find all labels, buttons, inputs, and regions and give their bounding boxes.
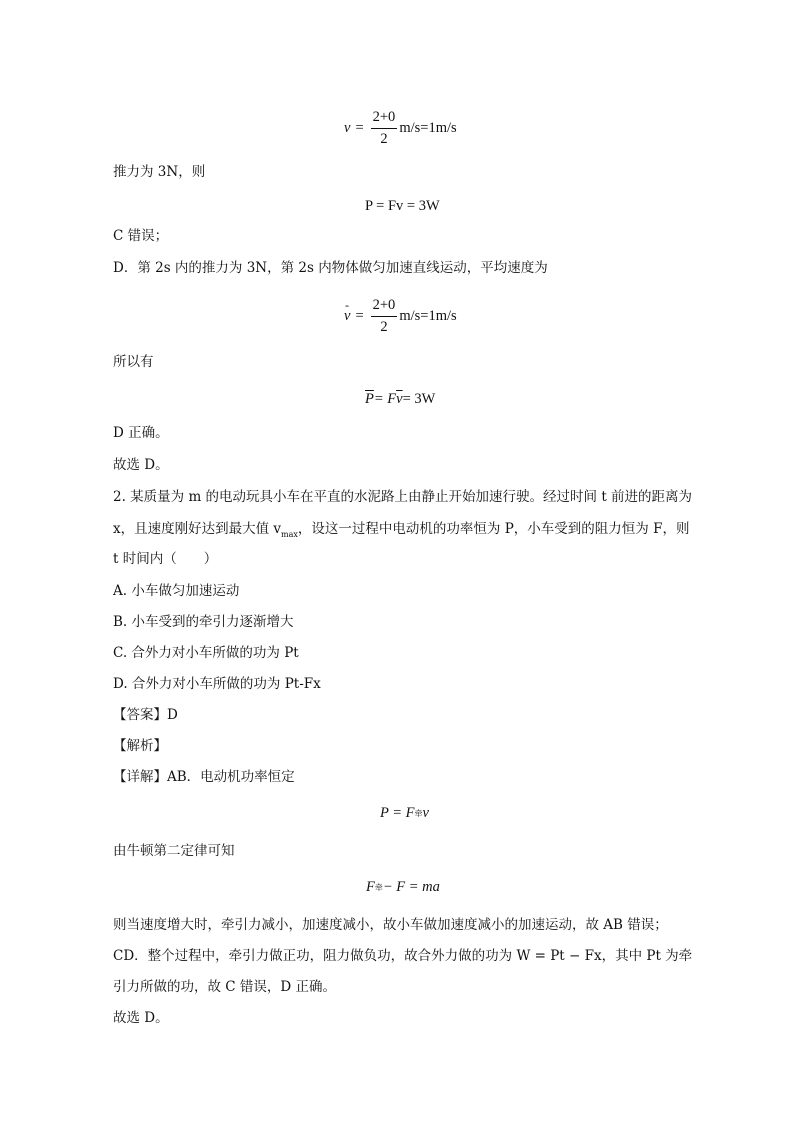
eq-sign: = [355,120,364,137]
eq-sub: 牵 [374,883,383,892]
eq-mid: = F [373,391,397,407]
option-c: C. 合外力对小车所做的功为 Pt [113,645,299,661]
bar-mark: - [345,298,349,313]
equation-power [365,198,440,215]
equation-constant-power [380,805,429,822]
option-b: B. 小车受到的牵引力逐渐增大 [113,614,294,630]
detail-line: 故选 D。 [113,1010,169,1026]
analysis-label: 【解析】 [113,738,167,754]
eq-lhs: P = F [380,805,415,821]
v-bar-symbol [344,298,351,325]
stem-post: ，设这一过程中电动机的功率恒为 P，小车受到的阻力恒为 F，则 [297,521,690,537]
equation-average-velocity-2 [344,298,457,336]
fraction-numerator: 2+0 [371,298,398,317]
equation-newton-second-law [366,879,440,896]
text-line: C 错误； [113,228,169,244]
eq-rhs: m/s=1m/s [399,120,457,137]
question-2-stem-line-2 [113,523,689,539]
detail-line: 则当速度增大时，牵引力减小，加速度减小，故小车做加速度减小的加速运动，故 AB 错误； [113,917,668,933]
text-line: 故选 D。 [113,457,169,473]
stem-pre: x，且速度刚好达到最大值 v [113,521,282,537]
question-2-stem-line-3: t 时间内（ ） [113,551,218,567]
v-bar: $\overline{v}$ [396,391,403,407]
detail-line: 由牛顿第二定律可知 [113,843,235,859]
eq-rhs: − F = ma [382,879,440,895]
stem-sub: max [281,530,298,539]
eq-rhs: m/s=1m/s [399,308,457,325]
eq-sign: = [355,308,364,325]
question-2-stem-line-1: 2. 某质量为 m 的电动玩具小车在平直的水泥路上由静止开始加速行驶。经过时间 t 前进的距离为 [113,489,693,505]
option-a: A. 小车做匀加速运动 [113,583,240,599]
fraction-denominator: 2 [380,318,388,335]
eq-sub: 牵 [414,809,423,818]
eq-lhs: v [344,120,351,137]
eq-text: P = Fv = 3W [365,198,440,214]
text-line: 所以有 [113,354,154,370]
option-d: D. 合外力对小车所做的功为 Pt-Fx [113,676,321,692]
detail-line: CD．整个过程中，牵引力做正功，阻力做负功，故合外力做的功为 W = Pt − Fx，其中 Pt 为牵 [113,948,693,964]
p-bar: $\overline{P}$ [365,391,374,407]
equation-average-velocity [344,110,457,148]
eq-rhs: v [422,805,429,821]
fraction-denominator: 2 [380,130,388,147]
fraction [371,298,398,336]
answer-label: 【答案】D [113,707,178,723]
text-line: D 正确。 [113,425,169,441]
fraction-numerator: 2+0 [371,110,398,129]
fraction [371,110,398,148]
detail-line: 引力所做的功，故 C 错误，D 正确。 [113,979,337,995]
eq-rhs: = 3W [402,391,436,407]
text-line: D．第 2s 内的推力为 3N，第 2s 内物体做匀加速直线运动，平均速度为 [113,260,548,276]
text-line: 推力为 3N，则 [113,164,206,180]
equation-average-power [365,391,435,408]
eq-lhs: F [366,879,375,895]
detail-line: 【详解】AB．电动机功率恒定 [113,769,295,785]
eq-lhs: v [344,308,351,325]
